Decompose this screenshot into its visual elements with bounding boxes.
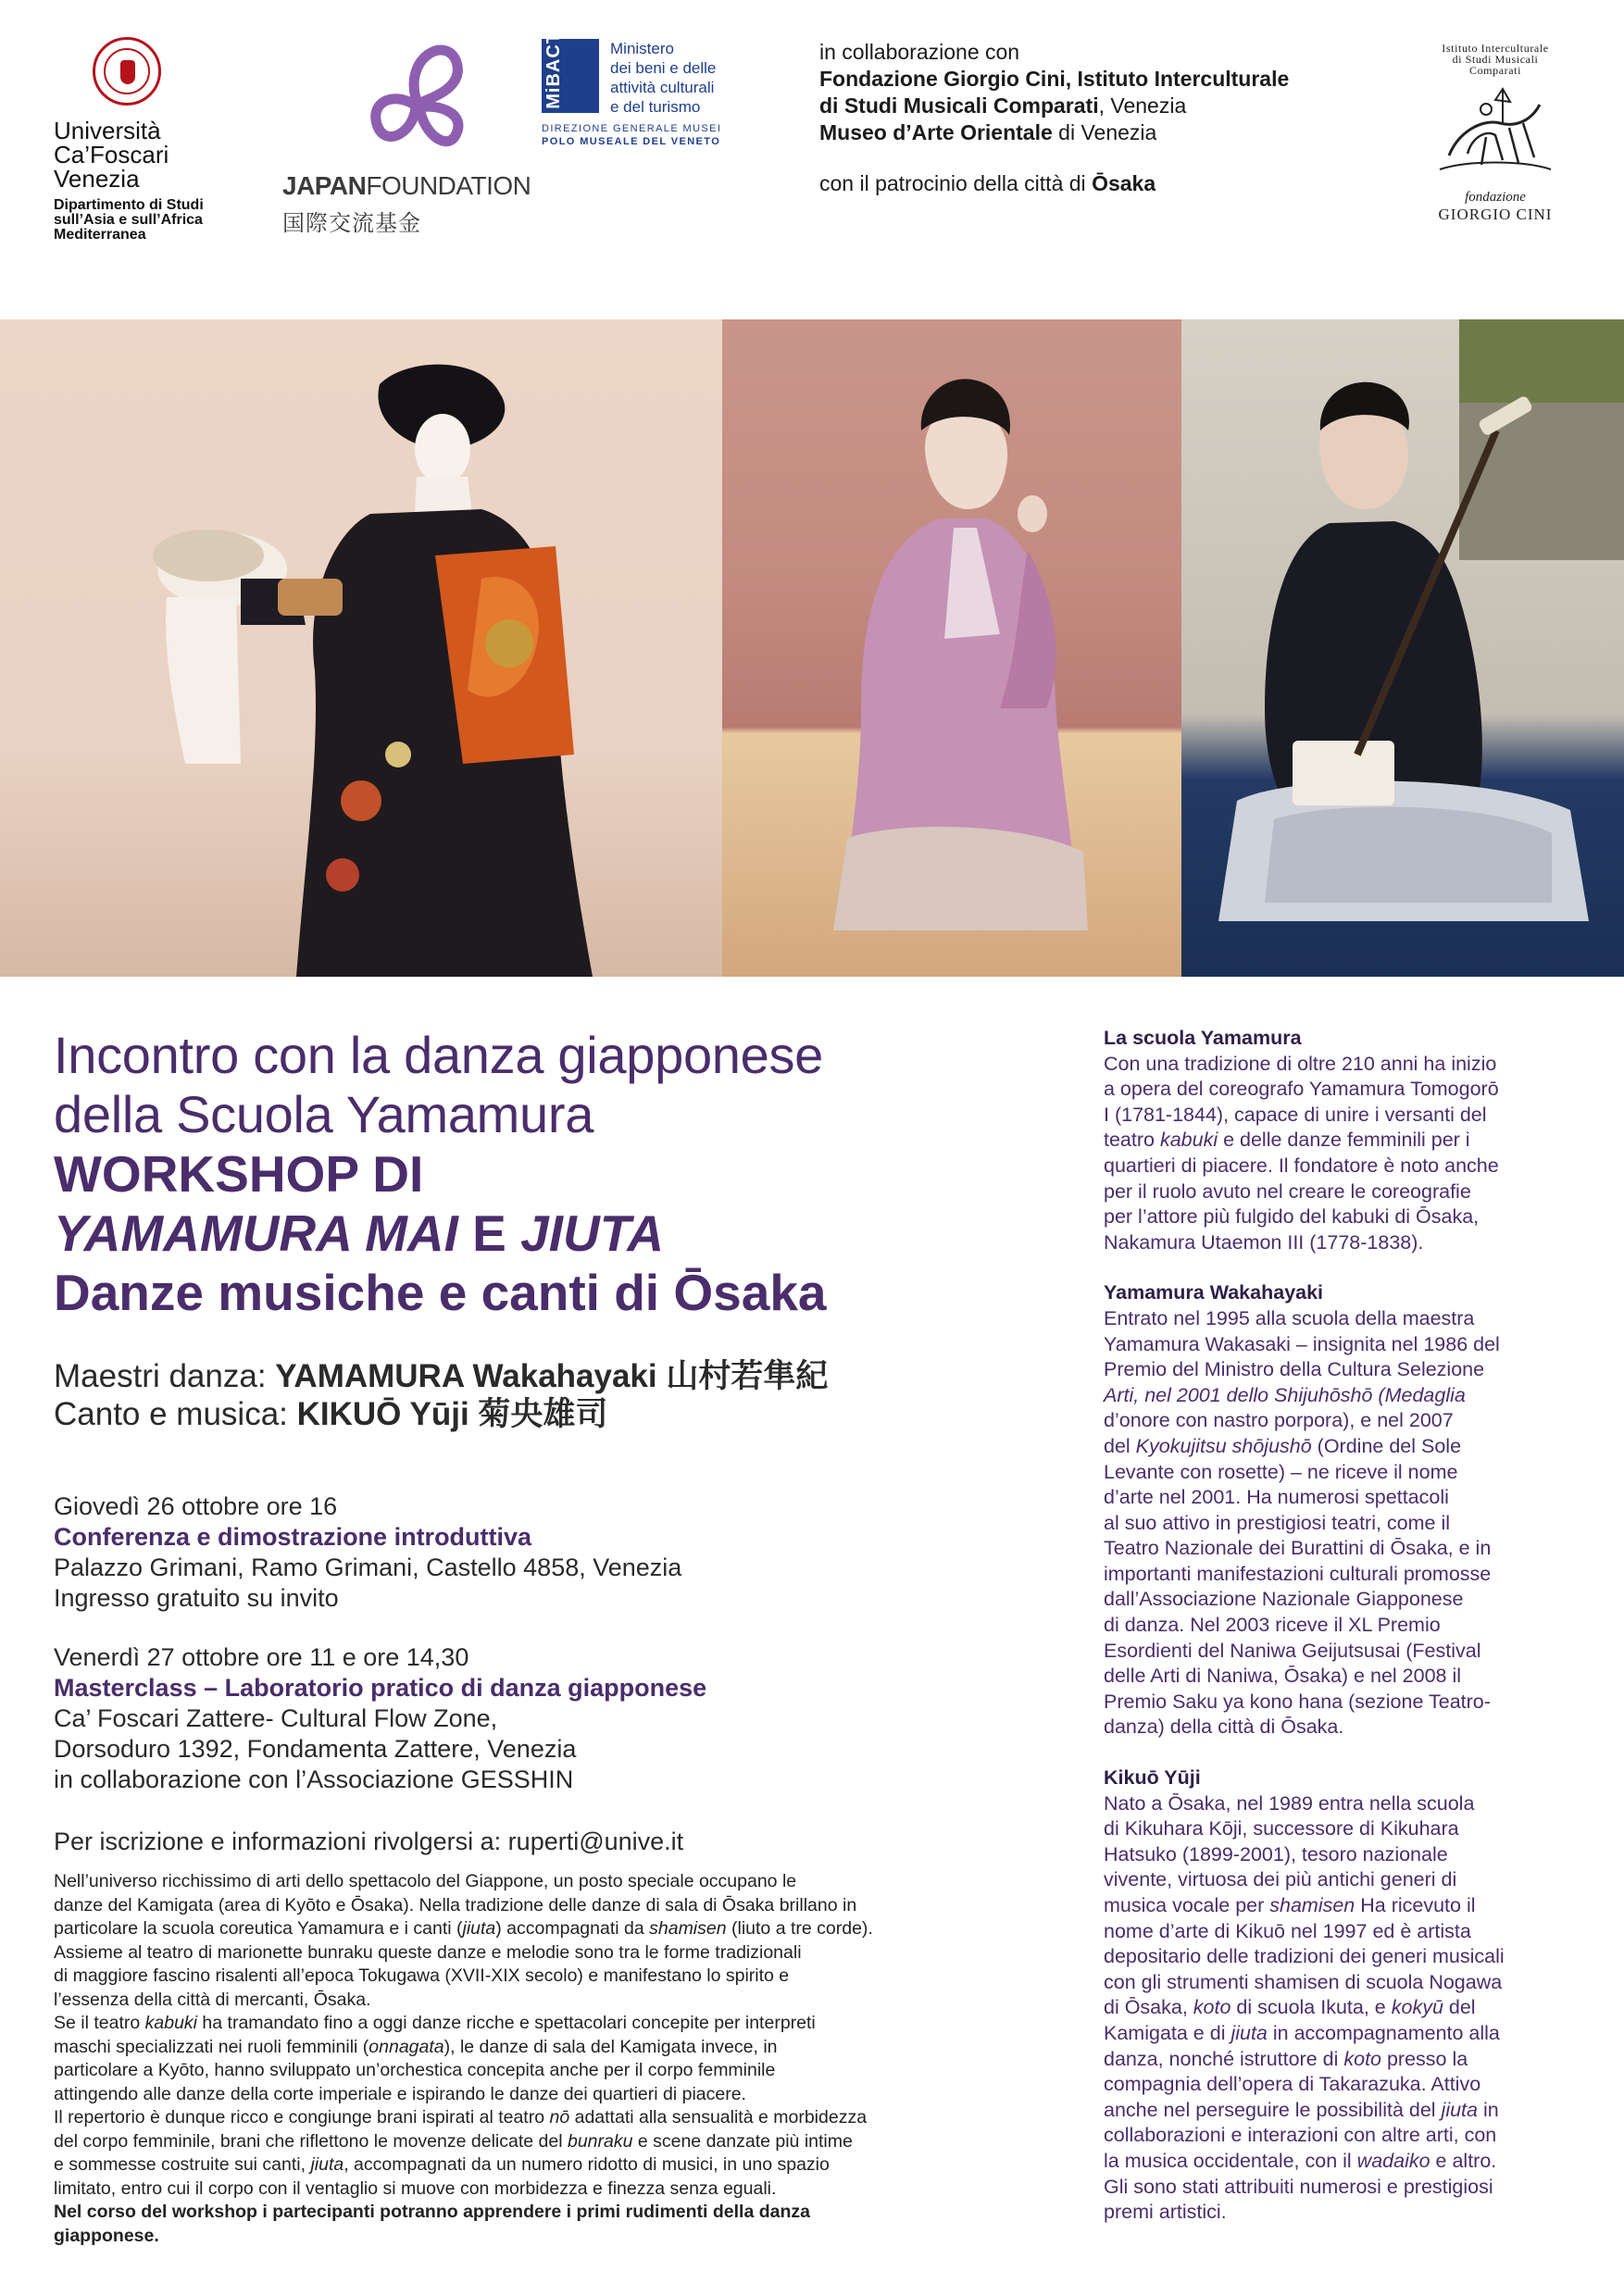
sidebar-line: Esordienti del Naniwa Geijutsusai (Festival	[1104, 1639, 1481, 1662]
event-place: Ca’ Foscari Zattere- Cultural Flow Zone,	[54, 1704, 498, 1732]
text-italic: wadaiko	[1356, 2149, 1430, 2172]
paragraph-line	[54, 2106, 1054, 2130]
cini-emblem-icon	[1430, 81, 1560, 183]
text-segment: del corpo femminile, brani che riflettono le movenze delicate del	[54, 2130, 568, 2152]
event-note: Ingresso gratuito su invito	[54, 1584, 339, 1612]
text-segment: particolare la scuola coreutica Yamamura e i canti (	[54, 1918, 463, 1939]
text-segment: Il repertorio è dunque ricco e congiunge brani ispirati al teatro	[54, 2107, 550, 2128]
sidebar-line: a opera del coreografo Yamamura Tomogorō	[1104, 1078, 1499, 1101]
cini-name: GIORGIO CINI	[1438, 206, 1553, 223]
paragraph-line: di maggiore fascino risalenti all’epoca Tokugawa (XVII-XIX secolo) e manifestano lo spirito e	[54, 1965, 790, 1986]
paragraph-line: Nell’universo ricchissimo di arti dello spettacolo del Giappone, un posto speciale occupano le	[54, 1871, 797, 1891]
ucf-dept-line: Dipartimento di Studi	[54, 197, 204, 213]
text-italic: nō	[549, 2107, 570, 2128]
text-segment: in	[1478, 2098, 1499, 2121]
text-segment: del	[1443, 1996, 1476, 2019]
paragraph-line-bold: giapponese.	[54, 2225, 159, 2246]
dance-master-label: Maestri danza:	[54, 1358, 276, 1394]
japan-foundation-butterfly-icon	[364, 39, 475, 159]
sidebar-line	[1104, 1995, 1576, 2021]
text-italic: jiuta	[462, 1918, 496, 1939]
text-italic: onnagata	[369, 2036, 444, 2057]
collab-cini-2: di Studi Musicali Comparati	[819, 94, 1099, 118]
text-italic: koto	[1193, 1996, 1231, 2019]
sidebar-line: importanti manifestazioni culturali promosse	[1104, 1562, 1492, 1585]
text-italic: kabuki	[1159, 1129, 1218, 1152]
paragraph-line	[54, 2012, 1054, 2036]
mibact-line: e del turismo	[610, 98, 701, 116]
mibact-line: Ministero	[610, 40, 674, 57]
text-segment: Ha ricevuto il	[1355, 1894, 1476, 1916]
intro-paragraph	[54, 1870, 1054, 2248]
sidebar-line	[1104, 1128, 1576, 1154]
japan-foundation-logo	[282, 39, 531, 237]
sidebar-bios	[1104, 1026, 1576, 2226]
sidebar-line: I (1781-1844), capace di unire i versanti del	[1104, 1103, 1487, 1126]
title-subtitle: Danze musiche e canti di Ōsaka	[54, 1264, 827, 1321]
text-segment: e scene danzate più intime	[632, 2130, 853, 2152]
text-segment: di Ōsaka,	[1104, 1996, 1193, 2019]
text-segment: e sommesse costruite sui canti,	[54, 2154, 311, 2175]
text-segment: Kamigata e di	[1104, 2021, 1231, 2044]
sidebar-line: Gli sono stati attribuiti numerosi e prestigiosi	[1104, 2175, 1493, 2198]
text-segment: danza, nonché istruttore di	[1104, 2047, 1344, 2070]
sidebar-line: di Kikuhara Kōji, successore di Kikuhara	[1104, 1817, 1459, 1841]
ucf-department	[54, 198, 248, 243]
text-segment: anche nel perseguire le possibilità del	[1104, 2098, 1442, 2121]
cini-institute-name	[1426, 43, 1565, 76]
ucf-dept-line: Mediterranea	[54, 227, 146, 243]
event-place: Dorsoduro 1392, Fondamenta Zattere, Venezia	[54, 1735, 577, 1763]
text-segment: ), le danze di sala del Kamigata invece, in	[443, 2036, 778, 2057]
event-title: Masterclass – Laboratorio pratico di danza giapponese	[54, 1674, 707, 1702]
text-segment: e altro.	[1430, 2149, 1497, 2172]
sidebar-line: per l’attore più fulgido del kabuki di Ōsaka,	[1104, 1205, 1480, 1229]
section-heading-wakahayaki: Yamamura Wakahayaki	[1104, 1281, 1324, 1304]
sidebar-line: Nato a Ōsaka, nel 1989 entra nella scuola	[1104, 1791, 1475, 1815]
paragraph-line: limitato, entro cui il corpo con il ventaglio si muove con morbidezza e finezza senza eguali.	[54, 2177, 777, 2199]
photo-shamisen-player	[1181, 319, 1624, 977]
photo-male-dancer-pink-kimono	[722, 319, 1181, 977]
paragraph-line-bold: Nel corso del workshop i partecipanti potranno apprendere i primi rudimenti della danza	[54, 2202, 810, 2222]
mibact-box-label: MiBACT	[543, 31, 564, 109]
text-italic: bunraku	[567, 2130, 633, 2152]
paragraph-line	[54, 2153, 1054, 2177]
text-segment: del	[1104, 1434, 1136, 1457]
sidebar-line: Hatsuko (1899-2001), tesoro nazionale	[1104, 1842, 1448, 1866]
title-workshop: WORKSHOP DI	[54, 1145, 424, 1203]
collab-museum-city: di Venezia	[1052, 120, 1157, 144]
paragraph-line: particolare a Kyōto, hanno sviluppato un’orchestica concepita anche per il corpo femminile	[54, 2060, 776, 2080]
sidebar-line: Premio Saku ya kono hana (sezione Teatro-	[1104, 1690, 1491, 1713]
sidebar-line: danza) della città di Ōsaka.	[1104, 1716, 1344, 1739]
sidebar-line: per il ruolo avuto nel creare le coreografie	[1104, 1179, 1471, 1203]
sidebar-line: al suo attivo in prestigiosi teatri, come il	[1104, 1511, 1451, 1534]
sidebar-line: Con una tradizione di oltre 210 anni ha inizio	[1104, 1052, 1497, 1075]
mibact-logo-icon	[542, 31, 599, 113]
sidebar-line-italic: Arti, nel 2001 dello Shijuhōshō (Medaglia	[1104, 1383, 1466, 1406]
jf-name-bold: JAPAN	[282, 171, 367, 200]
text-segment: la musica occidentale, con il	[1104, 2149, 1357, 2172]
music-master-label: Canto e musica:	[54, 1396, 297, 1432]
sidebar-line: vivente, virtuosa dei più antichi generi di	[1104, 1868, 1457, 1891]
text-segment: ha tramandato fino a oggi danze ricche e spettacolari concepite per interpreti	[197, 2013, 816, 2033]
cini-top-line: di Studi Musicali	[1452, 53, 1539, 66]
sidebar-line: nome d’arte di Kikuō nel 1997 ed è artista	[1104, 1919, 1471, 1942]
main-content	[54, 1026, 1054, 1857]
text-italic: jiuta	[1230, 2021, 1268, 2044]
text-segment: musica vocale per	[1104, 1894, 1270, 1916]
patronage-city: Ōsaka	[1092, 171, 1156, 195]
text-italic: jiuta	[310, 2154, 344, 2175]
sidebar-line: Premio del Ministro della Cultura Selezione	[1104, 1358, 1485, 1381]
sidebar-line: d’arte nel 2001. Ha numerosi spettacoli	[1104, 1486, 1449, 1509]
text-italic: jiuta	[1441, 2098, 1478, 2121]
text-segment: ) accompagnati da	[495, 1918, 650, 1939]
sidebar-line: con gli strumenti shamisen di scuola Nogawa	[1104, 1970, 1503, 1993]
text-segment: e delle danze femminili per i	[1218, 1129, 1470, 1152]
title-line-2: della Scuola Yamamura	[54, 1085, 594, 1143]
photo-band	[0, 319, 1624, 977]
sidebar-line	[1104, 2098, 1576, 2124]
dance-master-name: YAMAMURA Wakahayaki 山村若隼紀	[275, 1358, 829, 1394]
collab-intro: in collaborazione con	[819, 40, 1020, 64]
paragraph-line: attingendo alle danze della corte imperiale e ispirando le danze dei quartieri di piacere.	[54, 2083, 746, 2104]
sidebar-line: d’onore con nastro porpora), e nel 2007	[1104, 1409, 1454, 1432]
text-italic: shamisen	[649, 1918, 727, 1939]
event-date: Venerdì 27 ottobre ore 11 e ore 14,30	[54, 1643, 469, 1671]
collab-museum: Museo d’Arte Orientale	[819, 120, 1053, 144]
sidebar-line: dall’Associazione Nazionale Giapponese	[1104, 1588, 1464, 1611]
event-conference	[54, 1491, 1054, 1614]
ucf-dept-line: sull’Asia e sull’Africa	[54, 212, 203, 228]
cini-top-line: Istituto Interculturale	[1442, 42, 1549, 55]
text-italic: Kyokujitsu shōjushō	[1135, 1434, 1312, 1457]
title-line-1: Incontro con la danza giapponese	[54, 1026, 824, 1084]
text-segment: , accompagnati da un numero ridotto di musici, in uno spazio	[344, 2154, 830, 2175]
mibact-line: dei beni e delle	[610, 59, 717, 77]
paragraph-line: l’essenza della città di mercanti, Ōsaka.	[54, 1989, 371, 2010]
paragraph-line	[54, 2130, 1054, 2154]
sidebar-line: Entrato nel 1995 alla scuola della maestra	[1104, 1306, 1475, 1329]
text-italic: kabuki	[144, 2013, 198, 2033]
sidebar-line: di danza. Nel 2003 riceve il XL Premio	[1104, 1614, 1441, 1637]
ucf-logo	[54, 37, 248, 243]
text-segment: adattati alla sensualità e morbidezza	[569, 2107, 868, 2128]
paragraph-line: danze del Kamigata (area di Kyōto e Ōsaka). Nella tradizione delle danze di sala di Ōsaka brillano in	[54, 1894, 857, 1915]
text-italic: kokyū	[1391, 1996, 1443, 2019]
text-segment: teatro	[1104, 1129, 1160, 1152]
masters-block	[54, 1357, 1054, 1433]
title-jiuta: JIUTA	[520, 1204, 664, 1262]
sidebar-line	[1104, 2021, 1576, 2047]
collab-cini: Fondazione Giorgio Cini, Istituto Interculturale	[819, 67, 1290, 91]
ucf-name-line: Ca’Foscari	[54, 141, 169, 168]
event-title: Conferenza e dimostrazione introduttiva	[54, 1523, 532, 1551]
cini-fondazione: fondazione	[1465, 190, 1526, 205]
sidebar-line: Yamamura Wakasaki – insignita nel 1986 del	[1104, 1332, 1500, 1355]
text-segment: presso la	[1381, 2047, 1468, 2070]
title-and: E	[457, 1204, 521, 1262]
sidebar-line: compagnia dell’opera di Takarazuka. Attivo	[1104, 2073, 1481, 2096]
sidebar-line: Levante con rosette) – ne riceve il nome	[1104, 1460, 1458, 1483]
text-italic: shamisen	[1269, 1894, 1355, 1916]
ucf-name-line: Venezia	[54, 165, 140, 193]
ucf-name-line: Università	[54, 117, 161, 144]
jf-name-regular: FOUNDATION	[366, 171, 531, 200]
title-yamamura-mai: YAMAMURA MAI	[54, 1204, 458, 1262]
text-segment: Se il teatro	[54, 2013, 145, 2033]
text-segment: maschi specializzati nei ruoli femminili (	[54, 2036, 369, 2057]
event-note: in collaborazione con l’Associazione GESSHIN	[54, 1766, 574, 1793]
contact-info: Per iscrizione e informazioni rivolgersi a: ruperti@unive.it	[54, 1828, 684, 1855]
event-date: Giovedì 26 ottobre ore 16	[54, 1492, 338, 1520]
paragraph-line	[54, 2036, 1054, 2060]
music-master-name: KIKUŌ Yūji 菊央雄司	[296, 1396, 608, 1432]
sidebar-line	[1104, 1434, 1576, 1460]
collaboration-block	[819, 39, 1421, 197]
photo-onnagata-dancer	[0, 319, 722, 977]
paragraph-line: Assieme al teatro di marionette bunraku queste danze e melodie sono tra le forme tradizionali	[54, 1941, 802, 1963]
event-place: Palazzo Grimani, Ramo Grimani, Castello 4858, Venezia	[54, 1554, 682, 1581]
text-segment: di scuola Ikuta, e	[1230, 1996, 1392, 2019]
mibact-subtitle	[542, 122, 764, 148]
text-segment: in accompagnamento alla	[1267, 2021, 1500, 2044]
ucf-seal-icon	[93, 37, 161, 106]
cini-logo	[1426, 43, 1565, 224]
sidebar-line	[1104, 1893, 1576, 1919]
sidebar-line: depositario delle tradizioni dei generi musicali	[1104, 1945, 1505, 1968]
sidebar-line: delle Arti di Naniwa, Ōsaka) e nel 2008 il	[1104, 1665, 1462, 1688]
event-masterclass	[54, 1642, 1054, 1795]
collab-city: , Venezia	[1098, 94, 1187, 118]
mibact-line: attività culturali	[610, 79, 715, 96]
text-italic: koto	[1343, 2047, 1381, 2070]
sidebar-line: Nakamura Utaemon III (1778-1838).	[1104, 1230, 1424, 1254]
sidebar-line	[1104, 2149, 1576, 2175]
japan-foundation-name	[282, 171, 531, 201]
section-heading-kikuo: Kikuō Yūji	[1104, 1766, 1201, 1790]
sidebar-line: collaborazioni e interazioni con altre arti, con	[1104, 2124, 1497, 2147]
text-segment: (liuto a tre corde).	[726, 1918, 873, 1939]
sidebar-line: quartieri di piacere. Il fondatore è noto anche	[1104, 1154, 1499, 1177]
patronage-text: con il patrocinio della città di	[819, 171, 1093, 195]
paragraph-line	[54, 1917, 1054, 1941]
mibact-ministry-name	[610, 39, 716, 117]
sidebar-line: premi artistici.	[1104, 2201, 1227, 2224]
text-segment: (Ordine del Sole	[1311, 1434, 1462, 1457]
section-heading-school: La scuola Yamamura	[1104, 1027, 1302, 1049]
sidebar-line	[1104, 2047, 1576, 2073]
sidebar-line: Teatro Nazionale dei Burattini di Ōsaka, e in	[1104, 1537, 1492, 1560]
japan-foundation-kanji: 国際交流基金	[282, 211, 421, 236]
mibact-sub-line: POLO MUSEALE DEL VENETO	[542, 136, 721, 147]
cini-top-line: Comparati	[1468, 64, 1522, 77]
mibact-sub-line: DIREZIONE GENERALE MUSEI	[542, 123, 722, 134]
ucf-name	[54, 119, 248, 191]
